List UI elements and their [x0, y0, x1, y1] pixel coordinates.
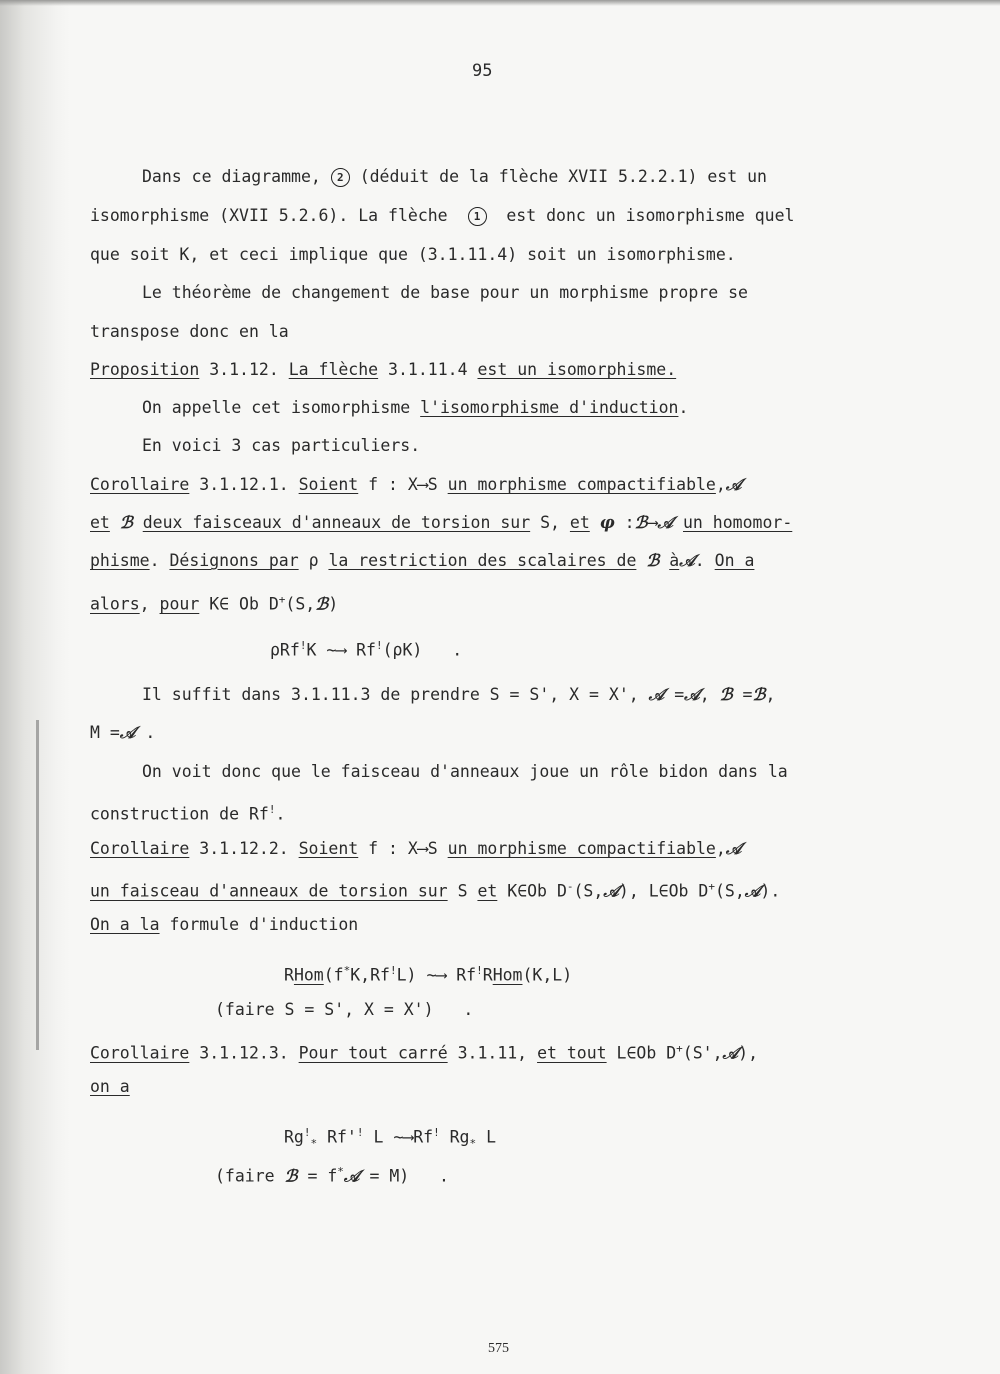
suffit-line: Il suffit dans 3.1.11.3 de prendre S = S', X = X', 𝒜 =𝒜, ℬ =ℬ,	[142, 685, 776, 704]
formula-base-change-note: (faire ℬ = f*𝒜 = M) .	[215, 1165, 449, 1186]
corollary-3-line-2: on a	[90, 1077, 130, 1096]
paragraph-line-1: Dans ce diagramme, 2 (déduit de la flèche XVII 5.2.2.1) est un	[142, 167, 767, 186]
corollary-2-line-2: un faisceau d'anneaux de torsion sur S et K∈Ob D-(S,𝒜), L∈Ob D+(S,𝒜).	[90, 880, 781, 901]
proposition-label: Proposition	[90, 360, 200, 379]
paragraph-line-2: isomorphisme (XVII 5.2.6). La flèche 1 est donc un isomorphisme quel	[90, 206, 795, 225]
corollary-label: Corollaire	[90, 839, 190, 858]
formula-restriction-iso: ρRf!K ~⟶ Rf!(ρK) .	[270, 639, 463, 660]
on-voit-line: On voit donc que le faisceau d'anneaux joue un rôle bidon dans la	[142, 762, 788, 781]
paragraph-line-4: Le théorème de changement de base pour un morphisme propre se	[142, 283, 748, 302]
circled-one-icon: 1	[468, 207, 487, 226]
scan-shadow-left	[0, 0, 70, 1374]
page-number: 95	[472, 61, 493, 81]
formula-base-change: $Rg^!_*$ Rf'! L ~⟶Rf! $Rg_*$ L	[284, 1126, 496, 1150]
proposition-3-1-12: Proposition 3.1.12. La flèche 3.1.11.4 est un isomorphisme.	[90, 360, 677, 379]
corollary-3-1-12-3: Corollaire 3.1.12.3. Pour tout carré 3.1.11, et tout L∈Ob D+(S',𝒜),	[90, 1042, 759, 1063]
construction-line: construction de Rf!.	[90, 803, 286, 824]
scan-shadow-top	[0, 0, 1000, 6]
corollary-1-line-4: alors, pour K∈ Ob D+(S,ℬ)	[90, 593, 339, 614]
corollary-label: Corollaire	[90, 1043, 190, 1063]
isomorphism-induction-line: On appelle cet isomorphisme l'isomorphisme d'induction.	[142, 398, 689, 417]
corollary-1-line-3: phisme. Désignons par ρ la restriction des scalaires de ℬ à𝒜. On a	[90, 551, 755, 570]
special-cases-line: En voici 3 cas particuliers.	[142, 436, 421, 455]
corollary-3-1-12-2: Corollaire 3.1.12.2. Soient f : X⟶S un morphisme compactifiable,𝒜	[90, 839, 742, 858]
corollary-label: Corollaire	[90, 475, 190, 494]
scan-binding-mark	[36, 720, 39, 1050]
formula-induction: RHom(f*K,Rf!L) ~⟶ Rf!RHom(K,L)	[284, 964, 573, 985]
formula-induction-note: (faire S = S', X = X') .	[215, 1000, 474, 1019]
folio-number: 575	[488, 1341, 509, 1356]
suffit-line-2: M =𝒜 .	[90, 723, 156, 742]
paragraph-line-5: transpose donc en la	[90, 322, 289, 341]
corollary-1-line-2: et ℬ deux faisceaux d'anneaux de torsion sur S, et φ :ℬ⟶𝒜 un homomor-	[90, 513, 793, 532]
circled-two-icon: 2	[331, 168, 350, 187]
corollary-2-line-3: On a la formule d'induction	[90, 915, 359, 934]
corollary-3-1-12-1: Corollaire 3.1.12.1. Soient f : X⟶S un morphisme compactifiable,𝒜	[90, 475, 742, 494]
paragraph-line-3: que soit K, et ceci implique que (3.1.11.4) soit un isomorphisme.	[90, 245, 736, 264]
